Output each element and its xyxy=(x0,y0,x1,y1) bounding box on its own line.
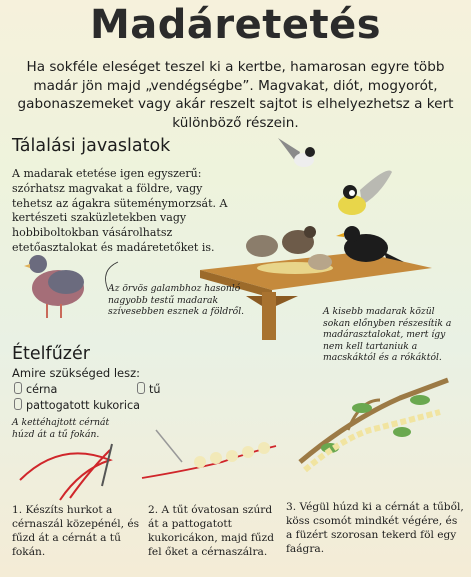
branch-garland-illustration xyxy=(300,380,448,470)
intro-paragraph: Ha sokféle eleséget teszel ki a kertbe, hamarosan egyre több madár jön majd „vendégségbe”. Magvakat, diót, mogyorót, gabonaszemeket vagy akár reszelt sajtot is elhelyezhetsz a kert különböző részein. xyxy=(17,59,454,131)
supply-item: tű xyxy=(137,382,160,396)
supply-item: cérna xyxy=(14,382,57,396)
pigeon-caption: Az örvös galambhoz hasonló nagyobb testű madarak szívesebben esznek a földről. xyxy=(108,283,245,318)
page-title: Madáretetés xyxy=(89,2,382,48)
folded-thread-caption: A kettéhajtott cérnát húzd át a tű fokán. xyxy=(12,417,110,440)
paperclip-icon xyxy=(14,382,22,394)
needle-thread-illustration xyxy=(20,444,112,500)
needed-label: Amire szükséged lesz: xyxy=(12,366,141,380)
pigeon-illustration xyxy=(24,255,84,318)
small-birds-caption: A kisebb madarak közül sokan előnyben részesítik a madárasztalokat, mert így nem kell tartaniuk a macskáktól és a rókáktól. xyxy=(323,306,452,364)
step-2-text: 2. A tűt óvatosan szúrd át a pattogatott kukoricákon, majd fűzd fel őket a cérnaszálra. xyxy=(148,504,274,558)
step-1-text: 1. Készíts hurkot a cérnaszál közepénél, és fűzd át a cérnát a tű fokán. xyxy=(12,504,140,558)
serving-paragraph: A madarak etetése igen egyszerű: szórhatsz magvakat a földre, vagy tehetsz az ágakra süteménymorzsát. A kertészeti szaküzletekben vagy hobbiboltokban vásárolhatsz etetőasztalokat és madáretetőket is. xyxy=(12,167,228,254)
step-3-text: 3. Végül húzd ki a cérnát a tűből, köss csomót mindkét végére, és a füzért szorosan tekerd föl egy faágra. xyxy=(286,501,464,555)
flying-bird-illustration xyxy=(278,138,315,167)
paperclip-icon xyxy=(14,398,22,410)
great-tit-illustration xyxy=(338,170,392,215)
serving-heading: Tálalási javaslatok xyxy=(12,136,171,156)
supply-item: pattogatott kukorica xyxy=(14,398,140,412)
popcorn-threading-illustration xyxy=(142,430,276,478)
garland-heading: Ételfűzér xyxy=(12,344,90,364)
paperclip-icon xyxy=(137,382,145,394)
